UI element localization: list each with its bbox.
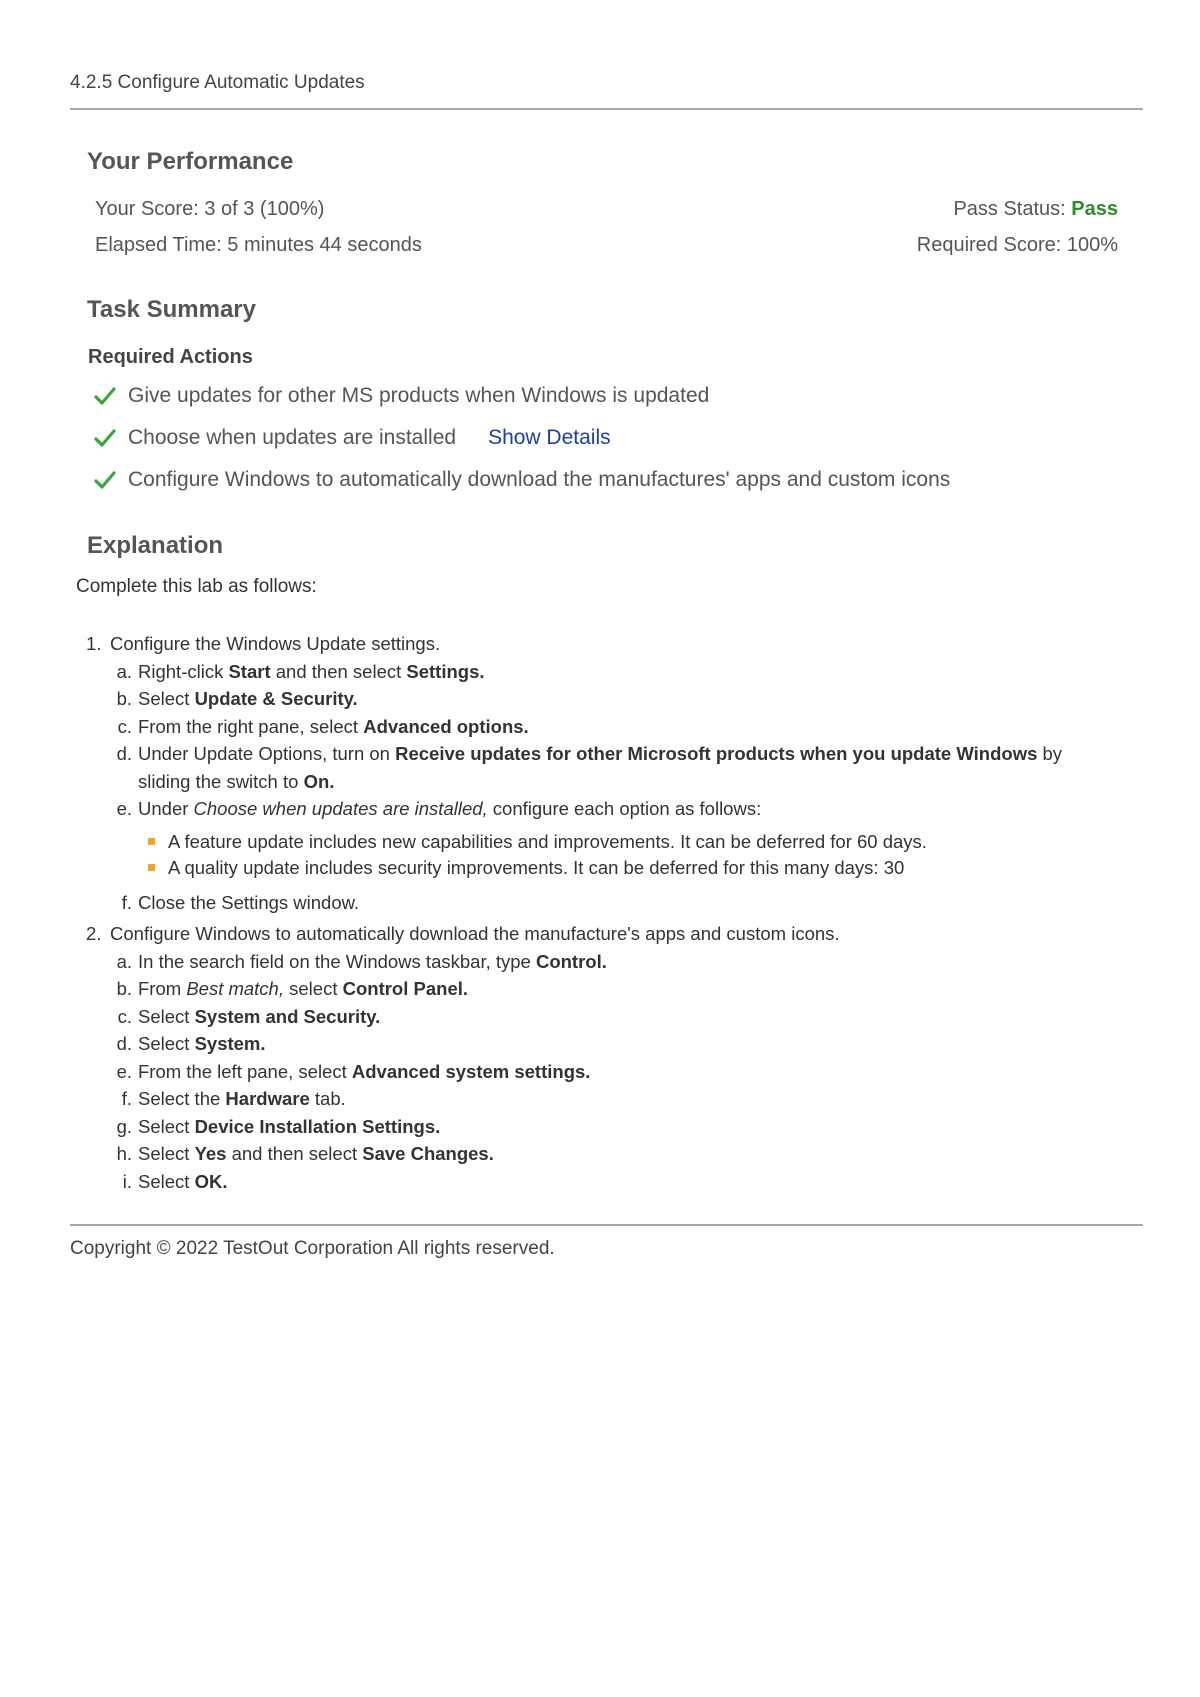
substep-item bbox=[86, 740, 1086, 795]
substep-text: System and Security. bbox=[194, 1005, 381, 1027]
substep-text: Under bbox=[138, 798, 194, 819]
step-item bbox=[86, 630, 1086, 658]
substep-letter: a. bbox=[116, 950, 132, 972]
substep-text: Best match, bbox=[186, 978, 284, 999]
substep-text: Advanced options. bbox=[363, 715, 529, 737]
checkmark-icon bbox=[94, 469, 116, 491]
substep-item bbox=[86, 1113, 1086, 1141]
substep-text: Choose when updates are installed, bbox=[193, 798, 488, 819]
substep-item bbox=[86, 713, 1086, 741]
substep-text: by sliding the switch to bbox=[138, 743, 1063, 792]
instruction-steps bbox=[86, 630, 1086, 1195]
action-item bbox=[94, 426, 611, 450]
action-item bbox=[94, 468, 950, 492]
substep-text: Advanced system settings. bbox=[351, 1060, 591, 1082]
substep-text: Save Changes. bbox=[362, 1143, 494, 1164]
substep-text: From the right pane, select bbox=[138, 715, 364, 737]
substep-text: System. bbox=[194, 1033, 266, 1054]
substep-letter: h. bbox=[116, 1143, 132, 1164]
substep-text: Select bbox=[138, 1033, 195, 1054]
action-text: Configure Windows to automatically download the manufactures' apps and custom icons bbox=[128, 468, 951, 491]
pass-status-label: Pass Status: bbox=[953, 198, 1066, 220]
substep-text: Select bbox=[138, 688, 195, 709]
substep-item bbox=[86, 948, 1086, 976]
substep-letter: f. bbox=[121, 891, 132, 913]
substep-text: Receive updates for other Microsoft products when you update Windows bbox=[395, 743, 1038, 764]
step-text: Configure Windows to automatically download the manufacture's apps and custom icons. bbox=[110, 923, 840, 944]
bullet-text: A quality update includes security improvements. It can be deferred for this many days: 30 bbox=[168, 856, 905, 878]
explanation-intro: Complete this lab as follows: bbox=[76, 576, 317, 597]
substep-text: On. bbox=[303, 770, 335, 792]
pass-status bbox=[953, 198, 1118, 221]
substep-item bbox=[86, 1058, 1086, 1086]
substep-item bbox=[86, 685, 1086, 713]
substep-text: OK. bbox=[194, 1170, 228, 1192]
step-number: 2. bbox=[86, 923, 102, 944]
score-text: Your Score: 3 of 3 (100%) bbox=[95, 198, 325, 220]
top-divider bbox=[70, 108, 1143, 110]
substep-text: In the search field on the Windows taskbar, type bbox=[138, 950, 536, 972]
action-text: Give updates for other MS products when Windows is updated bbox=[128, 384, 710, 407]
substep-letter: f. bbox=[121, 1088, 132, 1109]
substep-text: Under Update Options, turn on bbox=[138, 743, 396, 764]
square-bullet-icon bbox=[148, 838, 155, 845]
action-item bbox=[94, 384, 709, 408]
substep-text: Update & Security. bbox=[194, 688, 358, 709]
checkmark-icon bbox=[94, 427, 116, 449]
copyright-footer: Copyright © 2022 TestOut Corporation All rights reserved. bbox=[70, 1238, 555, 1259]
substep-item bbox=[86, 795, 1086, 823]
step-number: 1. bbox=[86, 633, 102, 654]
elapsed-time-text: Elapsed Time: 5 minutes 44 seconds bbox=[95, 234, 422, 256]
required-score-text: Required Score: 100% bbox=[916, 234, 1118, 256]
substep-text: and then select bbox=[226, 1143, 363, 1164]
substep-text: and then select bbox=[270, 660, 407, 682]
substep-text: From the left pane, select bbox=[138, 1060, 352, 1082]
substep-text: Device Installation Settings. bbox=[194, 1115, 441, 1137]
action-text: Choose when updates are installed bbox=[128, 426, 457, 449]
substep-text: Right-click bbox=[138, 660, 229, 682]
substep-text: Select bbox=[138, 1170, 195, 1192]
substep-text: Select bbox=[138, 1005, 195, 1027]
substep-text: tab. bbox=[309, 1088, 346, 1109]
checkmark-icon bbox=[94, 385, 116, 407]
substep-text: Select bbox=[138, 1143, 195, 1164]
bottom-divider bbox=[70, 1224, 1143, 1226]
substep-item bbox=[86, 1140, 1086, 1168]
substep-letter: e. bbox=[116, 1060, 132, 1082]
substep-item bbox=[86, 658, 1086, 686]
bullet-item bbox=[86, 829, 1086, 855]
bullet-item bbox=[86, 855, 1086, 881]
substep-item bbox=[86, 975, 1086, 1003]
substep-letter: i. bbox=[122, 1170, 132, 1192]
task-summary-heading: Task Summary bbox=[87, 296, 256, 323]
substep-letter: c. bbox=[117, 715, 132, 737]
substep-text: select bbox=[284, 978, 343, 999]
substep-text: From bbox=[138, 978, 187, 999]
pass-status-value: Pass bbox=[1071, 198, 1118, 220]
substep-item bbox=[86, 1085, 1086, 1113]
page-title: 4.2.5 Configure Automatic Updates bbox=[70, 72, 365, 93]
substep-letter: a. bbox=[116, 660, 132, 682]
substep-letter: g. bbox=[116, 1115, 132, 1137]
substep-letter: c. bbox=[117, 1005, 132, 1027]
substep-item bbox=[86, 1030, 1086, 1058]
substep-letter: b. bbox=[116, 978, 132, 999]
substep-item bbox=[86, 1003, 1086, 1031]
substep-text: Control. bbox=[535, 950, 607, 972]
performance-heading: Your Performance bbox=[87, 148, 294, 175]
square-bullet-icon bbox=[148, 864, 155, 871]
substep-letter: b. bbox=[116, 688, 132, 709]
substep-text: Control Panel. bbox=[342, 978, 469, 999]
substep-letter: e. bbox=[116, 798, 132, 819]
show-details-link[interactable]: Show Details bbox=[488, 426, 611, 449]
required-actions-heading: Required Actions bbox=[88, 346, 253, 368]
bullet-text: A feature update includes new capabilities and improvements. It can be deferred for 60 days. bbox=[168, 830, 927, 852]
substep-text: configure each option as follows: bbox=[487, 798, 762, 819]
substep-letter: d. bbox=[116, 1033, 132, 1054]
substep-item bbox=[86, 1168, 1086, 1196]
substep-text: Yes bbox=[194, 1143, 227, 1164]
step-text: Configure the Windows Update settings. bbox=[110, 633, 441, 654]
substep-text: Close the Settings window. bbox=[138, 891, 360, 913]
explanation-heading: Explanation bbox=[87, 532, 224, 559]
substep-text: Hardware bbox=[225, 1088, 310, 1109]
bullet-list bbox=[86, 829, 1086, 881]
substep-text: Settings. bbox=[406, 660, 485, 682]
substep-item bbox=[86, 889, 1086, 917]
substep-text: Select the bbox=[138, 1088, 226, 1109]
substep-text: Start bbox=[228, 660, 271, 682]
substep-letter: d. bbox=[116, 743, 132, 764]
substep-text: Select bbox=[138, 1115, 195, 1137]
step-item bbox=[86, 920, 1086, 948]
